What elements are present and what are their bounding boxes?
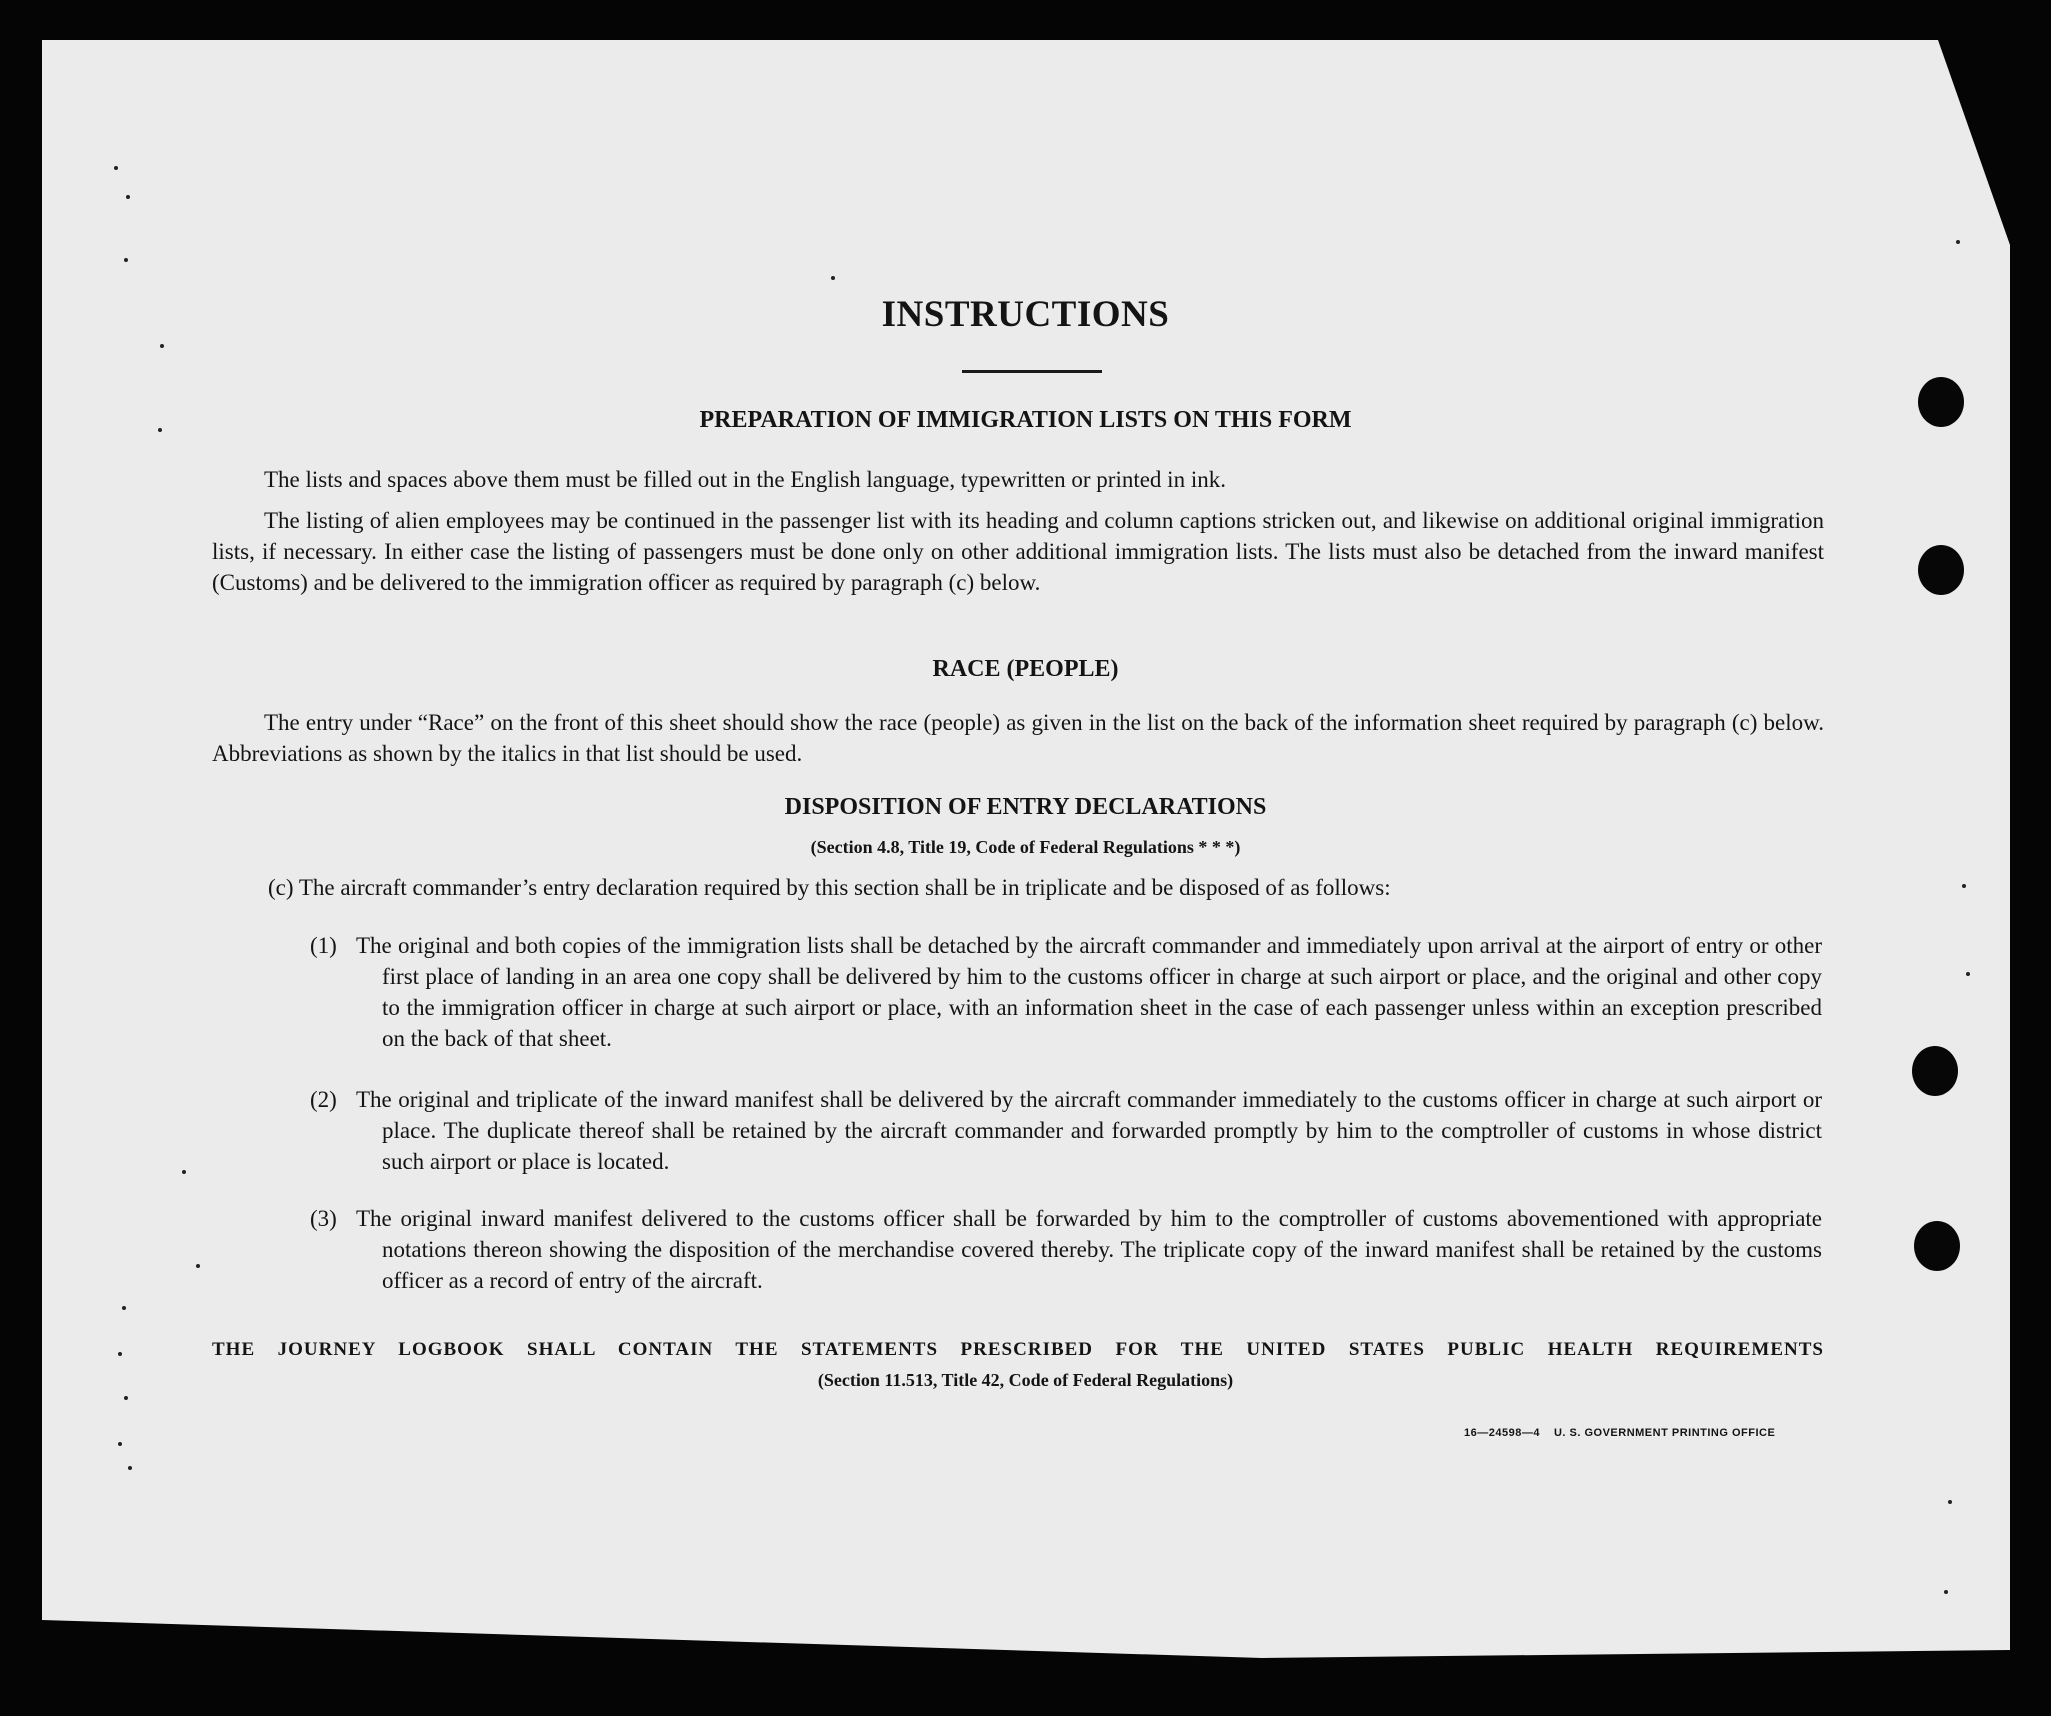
item-number: (2): [310, 1087, 337, 1112]
item-text: The original and both copies of the immigration lists shall be detached by the aircraft commander and immediately upon arrival at the airport of entry or other first place of landing in an area one copy shall be delivered by him to the customs officer in charge at such airport or place, and the original and other copy to the immigration officer in charge at such airport or place, with an information sheet in the case of each passenger unless within an exception prescribed on the back of that sheet.: [356, 933, 1822, 1051]
printer-imprint: [1464, 1427, 1775, 1439]
race-heading: RACE (PEOPLE): [932, 656, 1119, 682]
disposition-heading: DISPOSITION OF ENTRY DECLARATIONS: [784, 794, 1267, 820]
race-paragraph: The entry under “Race” on the front of this sheet should show the race (people) as given in the list on the back of the information sheet required by paragraph (c) below. Abbreviations as shown by the italics in that list should be used.: [212, 710, 1824, 766]
title-underline: [962, 370, 1102, 373]
item-number: (1): [310, 933, 337, 958]
health-requirements-citation: (Section 11.513, Title 42, Code of Federal Regulations): [817, 1370, 1234, 1390]
disposition-citation: (Section 4.8, Title 19, Code of Federal Regulations * * *): [810, 837, 1241, 857]
preparation-paragraph-2: The listing of alien employees may be continued in the passenger list with its heading and column captions stricken out, and likewise on additional original immigration lists, if necessary. In either case the listing of passengers must be done only on other additional immigration lists. The lists must also be detached from the inward manifest (Customs) and be delivered to the immigration officer as required by paragraph (c) below.: [212, 508, 1824, 595]
preparation-paragraph-1: The lists and spaces above them must be filled out in the English language, typewritten or printed in ink.: [264, 467, 1226, 492]
disposition-item-1: [310, 930, 1822, 1054]
disposition-clause: (c) The aircraft commander’s entry declaration required by this section shall be in triplicate and be disposed of as follows:: [268, 875, 1391, 900]
form-number: 16—24598—4: [1464, 1427, 1540, 1439]
item-text: The original and triplicate of the inward manifest shall be delivered by the aircraft commander immediately to the customs officer in charge at such airport or place. The duplicate thereof shall be retained by the aircraft commander and forwarded promptly by him to the comptroller of customs in whose district such airport or place is located.: [356, 1087, 1822, 1174]
printer-name: U. S. GOVERNMENT PRINTING OFFICE: [1553, 1427, 1776, 1439]
disposition-item-3: [310, 1203, 1822, 1296]
item-number: (3): [310, 1206, 337, 1231]
item-text: The original inward manifest delivered to the customs officer shall be forwarded by him to the comptroller of customs abovementioned with appropriate notations thereon showing the disposition of the merchandise covered thereby. The triplicate copy of the inward manifest shall be retained by the customs officer as a record of entry of the aircraft.: [356, 1206, 1822, 1293]
disposition-item-2: [310, 1084, 1822, 1177]
health-requirements-statement: THE JOURNEY LOGBOOK SHALL CONTAIN THE STATEMENTS PRESCRIBED FOR THE UNITED STATES PUBLIC HEALTH REQUIREMENTS: [212, 1339, 1824, 1360]
preparation-heading: PREPARATION OF IMMIGRATION LISTS ON THIS FORM: [699, 407, 1352, 433]
page-title: INSTRUCTIONS: [881, 294, 1170, 335]
